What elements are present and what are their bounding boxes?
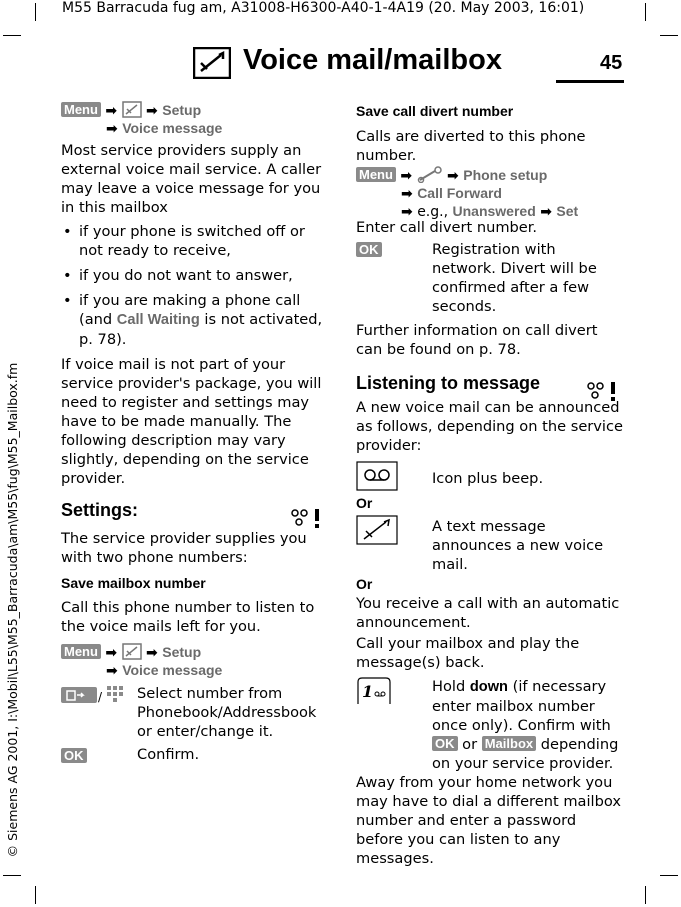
voice-message-label: Voice message: [122, 120, 223, 136]
key-1-icon: [356, 676, 392, 710]
svg-text:1: 1: [362, 682, 374, 701]
voice-message-label: Voice message: [122, 662, 223, 678]
list-item: • if you do not want to answer,: [61, 266, 326, 285]
crop-mark: [35, 3, 36, 21]
title-rule: [556, 80, 624, 83]
list-item: • if your phone is switched off or not ready to receive,: [61, 222, 326, 260]
crop-mark: [35, 886, 36, 904]
menu-path-3: Menu ➡ ➡ Phone setup ➡ Call Forward ➡ e.g., Unanswered ➡ Set: [356, 166, 631, 221]
menu-path-2: Menu ➡ ➡ Setup ➡ Voice message: [61, 643, 331, 680]
page-number: 45: [600, 52, 623, 74]
crop-mark: [645, 886, 646, 904]
page-title: Voice mail/mailbox: [243, 44, 502, 76]
mailbox-key: Mailbox: [482, 736, 536, 751]
intro-text: Most service providers supply an external voice mail service. A caller may leave a voice message for you in this mailbox: [61, 142, 322, 216]
save-mailbox-text: Call this phone number to listen to the voice mails left for you.: [61, 599, 315, 635]
voicemail-icon: [122, 101, 142, 118]
crop-mark: [645, 3, 646, 21]
voicemail-tape-icon: [356, 461, 398, 495]
menu-key: Menu: [356, 167, 396, 182]
divert-heading: Save call divert number: [356, 103, 514, 119]
running-header: M55 Barracuda fug am, A31008-H6300-A40-1-4A19 (20. May 2003, 16:01): [62, 0, 585, 16]
ok-key: OK: [61, 748, 87, 763]
away-text: Away from your home network you may have to dial a different mailbox number and enter a password before you can listen to any messages.: [356, 774, 621, 867]
hold-instructions: Hold down (if necessary enter mailbox number once only). Confirm with OK or Mailbox depending on your service provider.: [432, 678, 619, 772]
wrench-icon: [417, 166, 443, 183]
text-message-icon: [356, 515, 398, 549]
or-label-1: Or: [356, 495, 373, 511]
list-item: • if you are making a phone call (and Call Waiting is not activated, p. 78).: [61, 291, 326, 349]
voicemail-icon: [122, 643, 142, 660]
bullet-list: [61, 222, 326, 355]
paragraph-2: If voice mail is not part of your service provider's package, you will need to register and settings may have to be made manually. The following description may vary slightly, depending on the service provider.: [61, 356, 322, 487]
set-label: Set: [556, 203, 579, 219]
crop-mark: [3, 35, 21, 36]
further-info-text: Further information on call divert can be found on p. 78.: [356, 322, 598, 358]
or-label-2: Or: [356, 576, 373, 592]
call-announcement-text: You receive a call with an automatic announcement.: [356, 595, 620, 631]
enter-divert-text: Enter call divert number.: [356, 219, 538, 236]
registration-text: Registration with network. Divert will be confirmed after a few seconds.: [432, 241, 597, 315]
call-waiting-term: Call Waiting: [116, 312, 200, 328]
call-mailbox-text: Call your mailbox and play the message(s) back.: [356, 635, 580, 671]
down-term: down: [469, 679, 508, 695]
confirm-text: Confirm.: [137, 746, 200, 763]
menu-key: Menu: [61, 644, 101, 659]
side-copyright: © Siemens AG 2001, I:\Mobil\L55\M55_Barracuda\am\M55\fug\M55_Mailbox.fm: [5, 362, 20, 858]
ok-key: OK: [356, 242, 382, 257]
voicemail-title-icon: [193, 47, 231, 83]
menu-path-1: Menu ➡ ➡ Setup ➡ Voice message: [61, 101, 331, 138]
svg-text:/: /: [98, 690, 103, 704]
text-message-text: A text message announces a new voice mail.: [432, 518, 604, 573]
menu-key: Menu: [61, 102, 101, 117]
divert-text: Calls are diverted to this phone number.: [356, 128, 586, 164]
phonebook-keypad-icon: [61, 684, 129, 710]
icon-beep-text: Icon plus beep.: [432, 470, 544, 487]
listening-heading: Listening to message: [356, 373, 541, 393]
select-number-text: Select number from Phonebook/Addressbook or enter/change it.: [137, 685, 317, 740]
ok-key: OK: [432, 736, 458, 751]
settings-heading: Settings:: [61, 500, 139, 520]
setup-label: Setup: [162, 644, 202, 660]
crop-mark: [660, 875, 678, 876]
unanswered-label: Unanswered: [452, 203, 536, 219]
crop-mark: [660, 35, 678, 36]
save-mailbox-heading: Save mailbox number: [61, 575, 206, 591]
phone-setup-label: Phone setup: [463, 167, 548, 183]
setup-label: Setup: [162, 102, 202, 118]
announce-text: A new voice mail can be announced as follows, depending on the service provider:: [356, 399, 623, 454]
call-forward-label: Call Forward: [417, 185, 502, 201]
settings-text: The service provider supplies you with two phone numbers:: [61, 530, 307, 566]
